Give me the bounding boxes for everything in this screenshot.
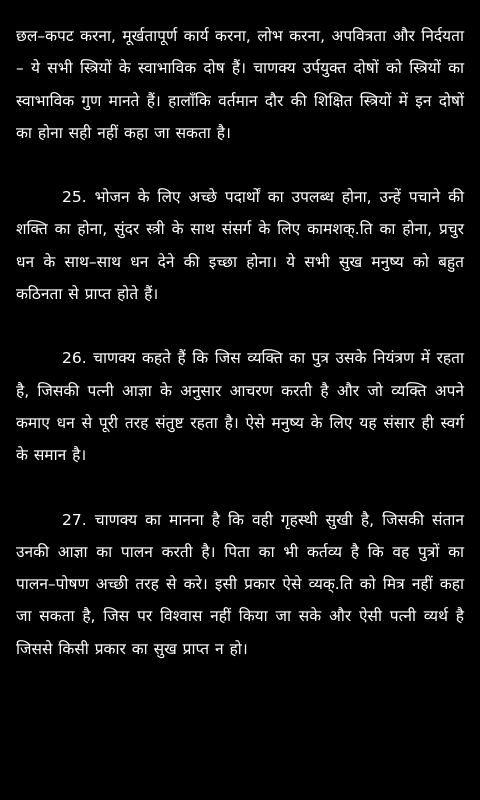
paragraph-25: 25. भोजन के लिए अच्छे पदार्थों का उपलब्ध होना, उन्हें पचाने की शक्ति का होना, सुंदर स्त्री के साथ संसर्ग के लिए कामशक्.ति का होना, प्रचुर धन के साथ–साथ धन देने की इच्छा होना। ये सभी सुख मनुष्य को बहुत कठिनता से प्राप्त होते हैं। xyxy=(16,188,464,304)
paragraph-continued: छल–कपट करना, मूर्खतापूर्ण कार्य करना, लोभ करना, अपवित्रता और निर्दयता – ये सभी स्त्रियों के स्वाभाविक दोष हैं। चाणक्य उर्पयुक्त दोषों को स्त्रियों का स्वाभाविक गुण मानते हैं। हालाँकि वर्तमान दौर की शिक्षित स्त्रियों में इन दोषों का होना सही नहीं कहा जा सकता है। xyxy=(16,27,464,142)
paragraph-spacer xyxy=(16,310,464,342)
paragraph-27: 27. चाणक्य का मानना है कि वही गृहस्थी सुखी है, जिसकी संतान उनकी आज्ञा का पालन करती है। पिता का भी कर्तव्य है कि वह पुत्रों का पालन–पोषण अच्छी तरह से करे। इसी प्रकार ऐसे व्यक्.ति को मित्र नहीं कहा जा सकता है, जिस पर विश्वास नहीं किया जा सके और ऐसी पत्नी व्यर्थ है जिससे किसी प्रकार का सुख प्राप्त न हो। xyxy=(16,510,464,658)
paragraph-spacer xyxy=(16,149,464,181)
paragraph-26: 26. चाणक्य कहते हैं कि जिस व्यक्ति का पुत्र उसके नियंत्रण में रहता है, जिसकी पत्नी आज्ञा के अनुसार आचरण करती है और जो व्यक्ति अपने कमाए धन से पूरी तरह संतुष्ट रहता है। ऐसे मनुष्य के लिए यह संसार ही स्वर्ग के समान है। xyxy=(16,349,464,465)
paragraph-spacer xyxy=(16,472,464,504)
